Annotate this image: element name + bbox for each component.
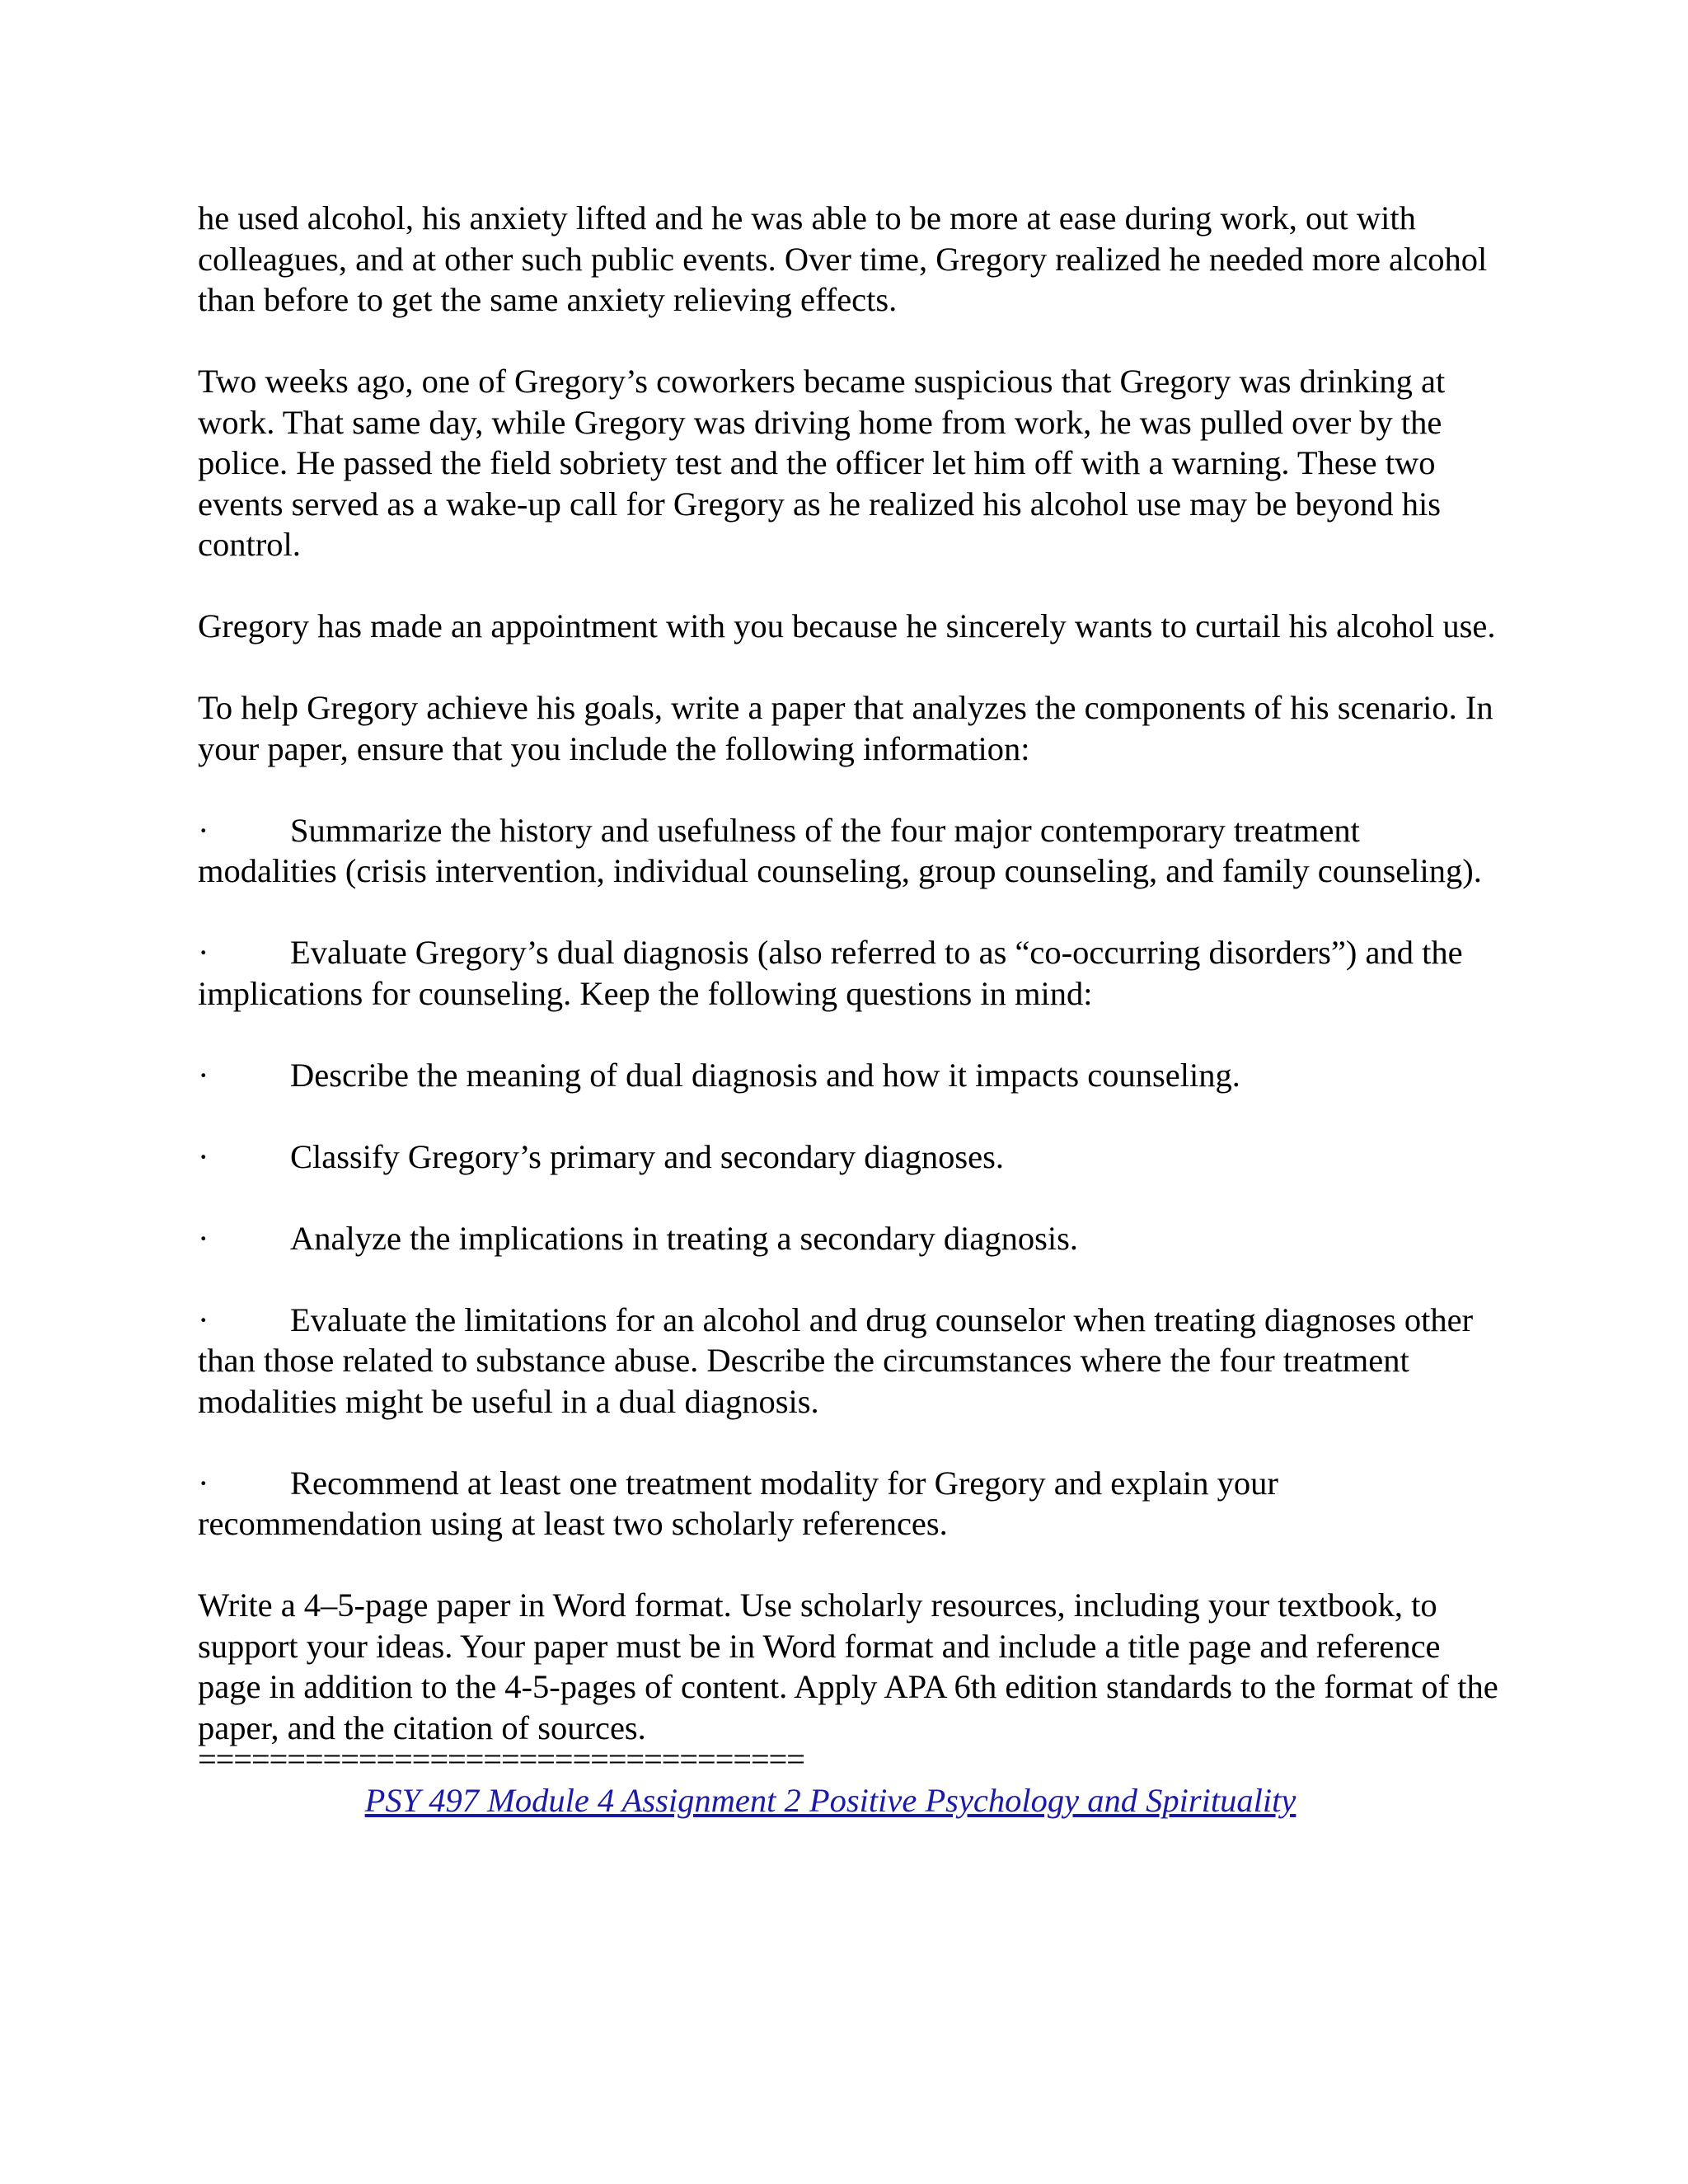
bullet-dot-icon: · [198,934,209,971]
bullet-dot-icon: · [198,1301,209,1338]
bullet-item-2 [198,932,1500,1014]
bullet-text: Summarize the history and usefulness of the four major contemporary treatment modalities (crisis intervention, individual counseling, group counseling, and family counseling). [198,811,1482,889]
bullet-dot-icon: · [198,1464,209,1502]
bullet-text: Describe the meaning of dual diagnosis and how it impacts counseling. [290,1056,1240,1094]
bullet-dot-icon: · [198,811,209,849]
bullet-item-3 [198,1055,1500,1096]
link-row [198,1779,1500,1822]
paragraph-intro-4: To help Gregory achieve his goals, write a paper that analyzes the components of his scenario. In your paper, ensure that you include the following information: [198,689,1493,767]
bullet-dot-icon: · [198,1056,209,1094]
bullet-item-4 [198,1137,1500,1178]
paragraph-closing: Write a 4–5-page paper in Word format. Use scholarly resources, including your textbook, to support your ideas. Your paper must be in Word format and include a title page and reference page in addition to the 4-5-pages of content. Apply APA 6th edition standards to the format of the paper, and the citation of sources. [198,1586,1498,1746]
related-assignment-link[interactable]: PSY 497 Module 4 Assignment 2 Positive Psychology and Spirituality [364,1782,1296,1819]
bullet-text: Recommend at least one treatment modality for Gregory and explain your recommendation using at least two scholarly references. [198,1464,1278,1542]
bullet-item-7 [198,1463,1500,1544]
separator-line: ================================== [198,1741,804,1778]
bullet-item-5 [198,1218,1500,1259]
bullet-dot-icon: · [198,1219,209,1257]
paragraph-intro-3: Gregory has made an appointment with you because he sincerely wants to curtail his alcohol use. [198,607,1496,644]
document-page [198,198,1500,1822]
bullet-text: Evaluate the limitations for an alcohol and drug counselor when treating diagnoses other than those related to substance abuse. Describe the circumstances where the four treatment modalities might be useful in a dual diagnosis. [198,1301,1474,1420]
paragraph-intro-1: he used alcohol, his anxiety lifted and he was able to be more at ease during work, out with colleagues, and at other such public events. Over time, Gregory realized he needed more alcohol than before to get the same anxiety relieving effects. [198,199,1488,318]
bullet-text: Classify Gregory’s primary and secondary diagnoses. [290,1137,1005,1175]
bullet-text: Evaluate Gregory’s dual diagnosis (also referred to as “co-occurring disorders”) and the implications for counseling. Keep the following questions in mind: [198,934,1463,1012]
bullet-item-1 [198,810,1500,892]
bullet-text: Analyze the implications in treating a secondary diagnosis. [290,1219,1078,1257]
paragraph-intro-2: Two weeks ago, one of Gregory’s coworkers became suspicious that Gregory was drinking at work. That same day, while Gregory was driving home from work, he was pulled over by the police. He passed the field sobriety test and the officer let him off with a warning. These two events served as a wake-up call for Gregory as he realized his alcohol use may be beyond his control. [198,363,1446,563]
bullet-dot-icon: · [198,1137,209,1175]
bullet-item-6 [198,1300,1500,1422]
